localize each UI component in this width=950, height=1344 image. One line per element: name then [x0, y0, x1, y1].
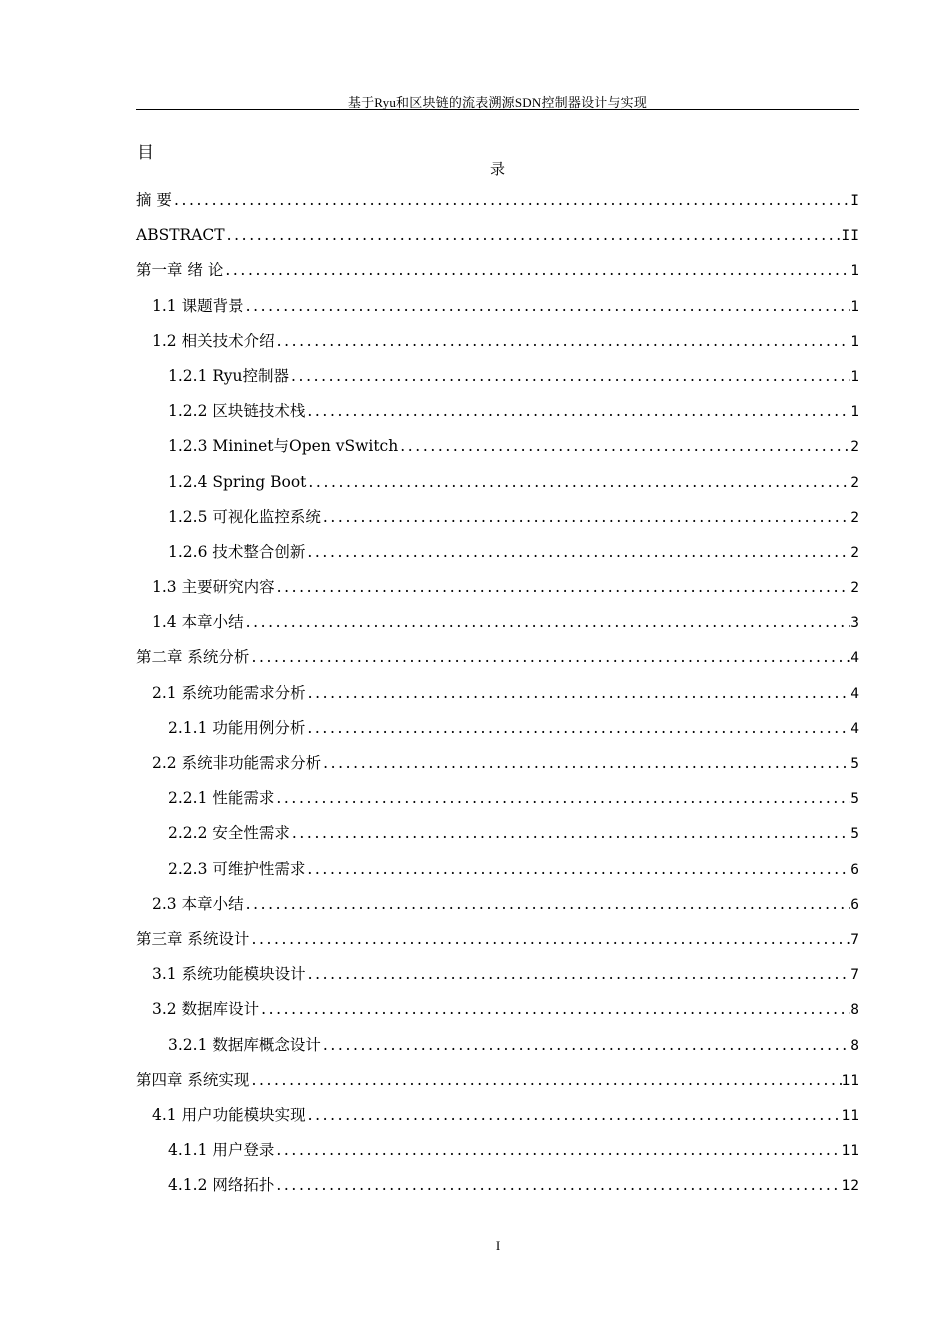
toc-entry[interactable]	[136, 1032, 859, 1067]
toc-leader-dots	[244, 609, 851, 635]
toc-leader-dots	[321, 1032, 850, 1058]
toc-entry-page: 1	[850, 333, 859, 350]
toc-entry-label: 2.3 本章小结	[152, 894, 244, 913]
toc-entry[interactable]	[136, 926, 859, 961]
toc-entry-page: 4	[850, 650, 859, 667]
toc-leader-dots	[259, 996, 850, 1022]
toc-entry-page: 11	[841, 1107, 859, 1124]
toc-entry-page: 8	[850, 1037, 859, 1054]
toc-entry-label: 4.1 用户功能模块实现	[152, 1105, 306, 1124]
toc-entry-label: 1.2.6 技术整合创新	[168, 542, 306, 561]
toc-entry-page: 1	[850, 404, 859, 421]
toc-entry[interactable]	[136, 750, 859, 785]
toc-leader-dots	[306, 680, 851, 706]
toc-entry-page: 2	[850, 580, 859, 597]
toc-entry-page: 5	[850, 756, 859, 772]
toc-entry-label: 3.1 系统功能模块设计	[152, 965, 306, 984]
toc-leader-dots	[249, 1067, 841, 1093]
toc-leader-dots	[306, 469, 850, 495]
toc-entry[interactable]	[136, 504, 859, 539]
toc-entry-page: 4	[850, 720, 859, 737]
toc-entry-page: II	[841, 228, 859, 245]
toc-leader-dots	[274, 1137, 841, 1163]
toc-title-part2: 录	[489, 160, 505, 178]
toc-entry-page: 8	[850, 1002, 859, 1019]
toc-entry-label: 第二章 系统分析	[136, 648, 250, 667]
toc-entry[interactable]	[136, 820, 859, 855]
toc-entry-label: 2.2.1 性能需求	[168, 789, 275, 808]
toc-entry[interactable]	[136, 996, 859, 1031]
toc-entry[interactable]	[136, 1172, 859, 1207]
toc-entry-page: 5	[850, 826, 859, 843]
toc-entry-page: 3	[850, 615, 859, 632]
toc-entry-label: 4.1.1 用户登录	[168, 1141, 275, 1160]
toc-leader-dots	[249, 926, 850, 952]
toc-entry-label: 2.2.2 安全性需求	[168, 824, 290, 843]
toc-entry-page: 11	[841, 1072, 859, 1089]
toc-entry-page: 4	[850, 685, 859, 702]
toc-entry-label: 第一章 绪 论	[136, 261, 224, 280]
toc-entry-label: ABSTRACT	[136, 226, 225, 245]
table-of-contents	[136, 187, 859, 1207]
toc-entry-label: 摘 要	[136, 191, 172, 209]
toc-leader-dots	[244, 293, 851, 319]
toc-leader-dots	[290, 820, 850, 846]
toc-entry[interactable]	[136, 644, 859, 679]
page-header: 基于Ryu和区块链的流表溯源SDN控制器设计与实现	[347, 95, 648, 110]
toc-leader-dots	[398, 433, 850, 459]
toc-leader-dots	[305, 539, 850, 565]
toc-entry-page: 2	[850, 544, 859, 561]
toc-entry[interactable]	[136, 1102, 859, 1137]
toc-title-part1: 目	[137, 143, 154, 163]
toc-entry-label: 1.2.4 Spring Boot	[168, 472, 307, 491]
toc-leader-dots	[305, 398, 850, 424]
toc-entry[interactable]	[136, 574, 859, 609]
toc-leader-dots	[274, 785, 850, 811]
toc-entry-label: 4.1.2 网络拓扑	[168, 1176, 275, 1195]
toc-entry-label: 3.2 数据库设计	[152, 1000, 260, 1019]
toc-entry-page: 5	[850, 791, 859, 808]
toc-entry-page: 2	[850, 439, 859, 456]
toc-entry-page: 7	[850, 931, 859, 948]
toc-entry[interactable]	[136, 680, 859, 715]
toc-leader-dots	[289, 363, 850, 389]
toc-entry-page: 6	[850, 861, 859, 878]
toc-entry-label: 1.2.3 Mininet与Open vSwitch	[168, 437, 399, 456]
toc-entry-page: 1	[850, 263, 859, 280]
toc-entry[interactable]	[136, 433, 859, 468]
toc-leader-dots	[306, 1102, 842, 1128]
toc-leader-dots	[249, 644, 850, 670]
toc-entry[interactable]	[136, 785, 859, 820]
toc-leader-dots	[274, 1172, 841, 1198]
toc-entry[interactable]	[136, 1137, 859, 1172]
toc-leader-dots	[321, 750, 850, 776]
toc-leader-dots	[275, 328, 851, 354]
toc-entry-page: 2	[850, 474, 859, 491]
toc-entry-label: 1.2.1 Ryu控制器	[168, 366, 290, 385]
toc-leader-dots	[172, 187, 850, 213]
toc-leader-dots	[244, 891, 851, 917]
toc-leader-dots	[305, 715, 850, 741]
toc-entry[interactable]	[136, 257, 859, 292]
toc-entry[interactable]	[136, 222, 859, 257]
toc-entry-page: 1	[850, 298, 859, 315]
toc-entry[interactable]	[136, 539, 859, 574]
toc-entry[interactable]	[136, 398, 859, 433]
toc-leader-dots	[306, 961, 851, 987]
toc-entry-label: 1.2.2 区块链技术栈	[168, 402, 306, 421]
toc-leader-dots	[305, 856, 850, 882]
toc-entry-label: 2.2 系统非功能需求分析	[152, 754, 322, 772]
toc-entry[interactable]	[136, 293, 859, 328]
toc-entry[interactable]	[136, 961, 859, 996]
toc-entry-label: 1.1 课题背景	[152, 296, 244, 315]
toc-entry-label: 1.2.5 可视化监控系统	[168, 507, 321, 526]
toc-entry[interactable]	[136, 328, 859, 363]
toc-entry[interactable]	[136, 363, 859, 398]
toc-entry[interactable]	[136, 715, 859, 750]
toc-entry-page: I	[850, 193, 859, 209]
toc-entry[interactable]	[136, 609, 859, 644]
toc-entry-label: 2.1.1 功能用例分析	[168, 718, 306, 737]
page-number: I	[495, 1238, 501, 1253]
toc-entry[interactable]	[136, 469, 859, 504]
toc-entry[interactable]	[136, 187, 859, 222]
toc-entry-label: 2.1 系统功能需求分析	[152, 683, 306, 702]
toc-leader-dots	[275, 574, 851, 600]
toc-entry-page: 2	[850, 509, 859, 526]
toc-entry[interactable]	[136, 856, 859, 891]
toc-entry-page: 1	[850, 368, 859, 385]
toc-entry-label: 3.2.1 数据库概念设计	[168, 1035, 321, 1054]
header-rule	[136, 109, 859, 110]
toc-entry[interactable]	[136, 891, 859, 926]
toc-entry-label: 1.2 相关技术介绍	[152, 331, 275, 350]
toc-entry-page: 12	[841, 1178, 859, 1195]
toc-entry-label: 1.3 主要研究内容	[152, 578, 275, 597]
toc-entry-label: 第四章 系统实现	[136, 1070, 250, 1089]
toc-entry-page: 11	[841, 1143, 859, 1160]
toc-entry-page: 7	[850, 967, 859, 984]
toc-leader-dots	[321, 504, 850, 530]
toc-entry[interactable]	[136, 1067, 859, 1102]
toc-leader-dots	[225, 222, 842, 248]
toc-leader-dots	[223, 257, 850, 283]
toc-entry-page: 6	[850, 896, 859, 913]
toc-entry-label: 2.2.3 可维护性需求	[168, 859, 306, 878]
toc-entry-label: 第三章 系统设计	[136, 929, 250, 948]
toc-entry-label: 1.4 本章小结	[152, 613, 244, 632]
